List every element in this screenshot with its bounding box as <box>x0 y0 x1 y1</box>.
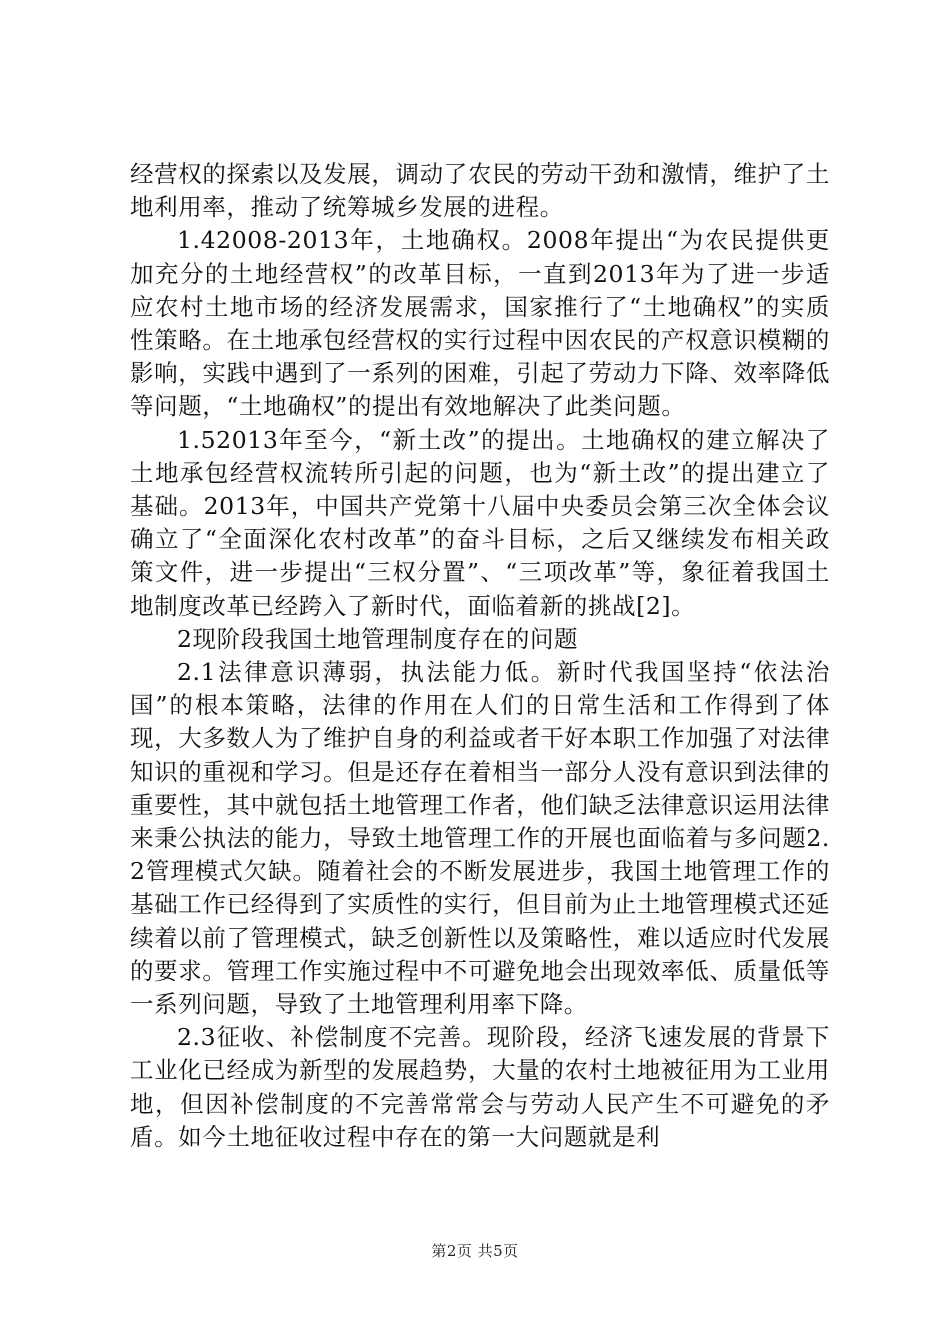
paragraph-section-1-5: 1.52013年至今，“新土改”的提出。土地确权的建立解决了土地承包经营权流转所引起的问题，也为“新土改”的提出建立了基础。2013年，中国共产党第十八届中央委员会第三次全体会议确立了“全面深化农村改革”的奋斗目标，之后又继续发布相关政策文件，进一步提出“三权分置”、“三项改革”等，象征着我国土地制度改革已经跨入了新时代，面临着新的挑战[2]。 <box>130 425 830 620</box>
paragraph-continuation: 经营权的探索以及发展，调动了农民的劳动干劲和激情，维护了土地利用率，推动了统筹城乡发展的进程。 <box>130 160 830 222</box>
page-footer: 第2页 共5页 <box>431 1242 519 1260</box>
section-heading-2: 2现阶段我国土地管理制度存在的问题 <box>177 624 579 653</box>
document-body <box>130 158 830 1154</box>
paragraph-section-2-1: 2.1法律意识薄弱，执法能力低。新时代我国坚持“依法治国”的根本策略，法律的作用在人们的日常生活和工作得到了体现，大多数人为了维护自身的利益或者干好本职工作加强了对法律知识的重视和学习。但是还存在着相当一部分人没有意识到法律的重要性，其中就包括土地管理工作者，他们缺乏法律意识运用法律来秉公执法的能力，导致土地管理工作的开展也面临着与多问题2.2管理模式欠缺。随着社会的不断发展进步，我国土地管理工作的基础工作已经得到了实质性的实行，但目前为止土地管理模式还延续着以前了管理模式，缺乏创新性以及策略性，难以适应时代发展的要求。管理工作实施过程中不可避免地会出现效率低、质量低等一系列问题，导致了土地管理利用率下降。 <box>130 658 830 1019</box>
paragraph-section-1-4: 1.42008-2013年，土地确权。2008年提出“为农民提供更加充分的土地经营权”的改革目标，一直到2013年为了进一步适应农村土地市场的经济发展需求，国家推行了“土地确权”的实质性策略。在土地承包经营权的实行过程中因农民的产权意识模糊的影响，实践中遇到了一系列的困难，引起了劳动力下降、效率降低等问题，“土地确权”的提出有效地解决了此类问题。 <box>130 226 830 421</box>
paragraph-section-2-3: 2.3征收、补偿制度不完善。现阶段，经济飞速发展的背景下工业化已经成为新型的发展趋势，大量的农村土地被征用为工业用地，但因补偿制度的不完善常常会与劳动人民产生不可避免的矛盾。如今土地征收过程中存在的第一大问题就是利 <box>130 1023 830 1151</box>
